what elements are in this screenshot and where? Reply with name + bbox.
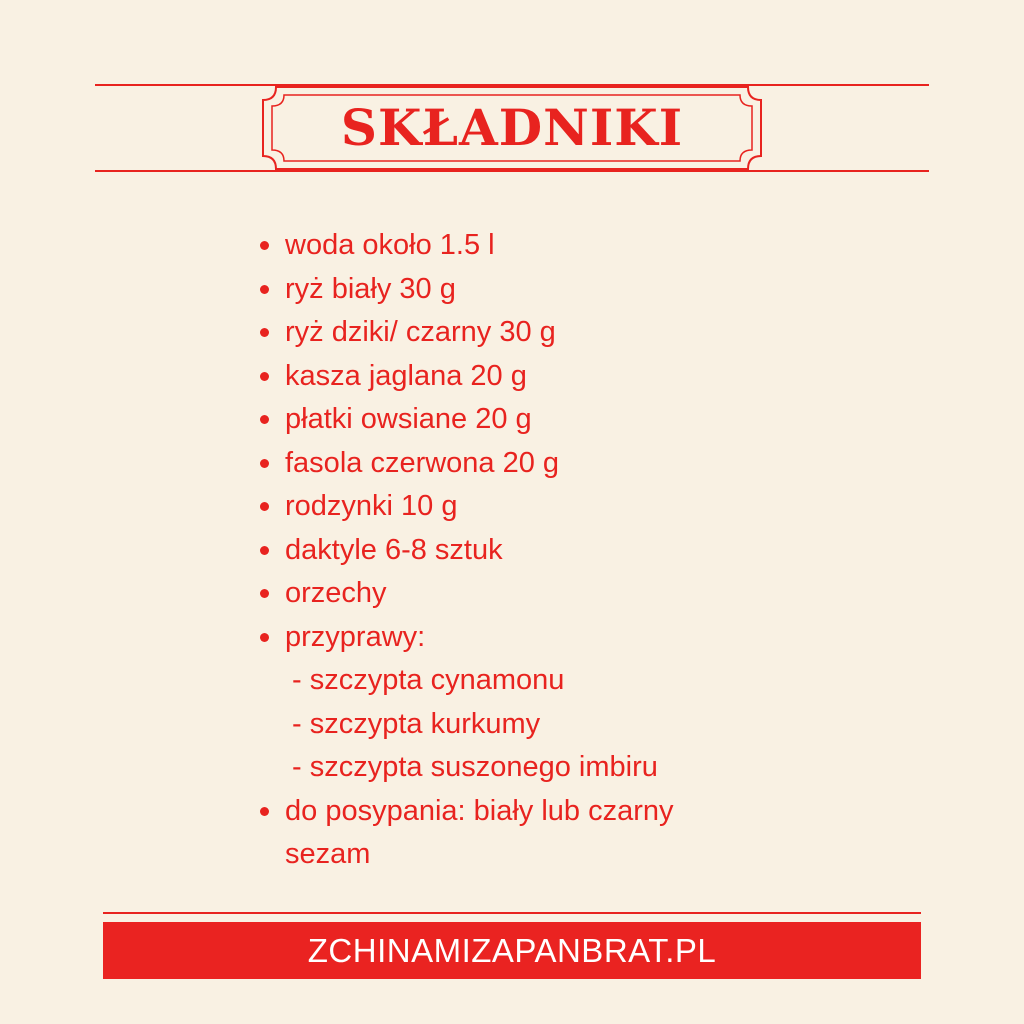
list-item: woda około 1.5 l bbox=[258, 224, 818, 268]
page-title: SKŁADNIKI bbox=[340, 98, 684, 157]
list-item: kasza jaglana 20 g bbox=[258, 355, 818, 399]
list-item-spices: przyprawy: bbox=[258, 616, 818, 660]
list-item-topping bbox=[258, 790, 818, 877]
topping-line-2: sezam bbox=[285, 838, 371, 870]
bottom-divider-line bbox=[103, 912, 921, 914]
list-item: ryż dziki/ czarny 30 g bbox=[258, 311, 818, 355]
ingredient-list bbox=[258, 224, 818, 877]
top-divider-line-lower bbox=[95, 170, 929, 172]
footer-website-bar bbox=[103, 922, 921, 979]
website-url: ZCHINAMIZAPANBRAT.PL bbox=[307, 932, 717, 969]
list-item: płatki owsiane 20 g bbox=[258, 398, 818, 442]
spice-sub-item: - szczypta cynamonu bbox=[292, 664, 565, 696]
topping-line-1: do posypania: biały lub czarny bbox=[285, 794, 674, 827]
spice-sub-item: - szczypta suszonego imbiru bbox=[292, 751, 658, 783]
title-frame bbox=[262, 86, 762, 170]
list-item: ryż biały 30 g bbox=[258, 268, 818, 312]
list-item: orzechy bbox=[258, 572, 818, 616]
spice-sub-item: - szczypta kurkumy bbox=[292, 707, 541, 740]
list-item: rodzynki 10 g bbox=[258, 485, 818, 529]
list-item: daktyle 6-8 sztuk bbox=[258, 529, 818, 573]
list-item: fasola czerwona 20 g bbox=[258, 442, 818, 486]
